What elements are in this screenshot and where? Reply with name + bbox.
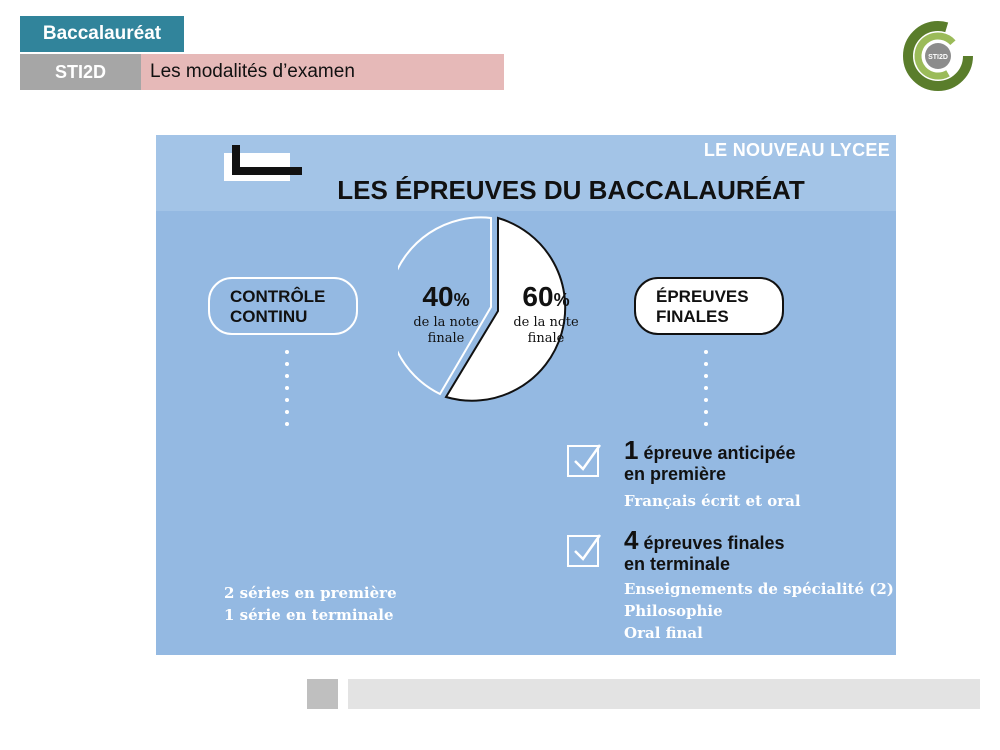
pct-40-caption: de la note finale <box>413 315 479 346</box>
modalites-title: Les modalités d’examen <box>141 54 504 90</box>
checkbox-icon <box>566 442 602 478</box>
dotted-line-right <box>704 350 708 434</box>
pct-40: 40% <box>422 281 470 312</box>
sti2d-logo <box>900 18 976 92</box>
nouveau-lycee-badge: LE NOUVEAU LYCEE <box>703 140 890 160</box>
baccalaureat-tag: Baccalauréat <box>20 16 184 52</box>
controle-notes: 2 séries en première 1 série en terminale <box>224 584 397 624</box>
dotted-line-left <box>285 350 289 434</box>
logo-text: STI2D <box>928 54 948 61</box>
pct-60-caption: de la note finale <box>513 315 579 346</box>
infographic-title: LES ÉPREUVES DU BACCALAURÉAT <box>337 175 805 205</box>
controle-continu-pill: CONTRÔLE CONTINU <box>208 277 358 335</box>
pct-60: 60% <box>522 281 570 312</box>
footer-page-box <box>307 679 338 709</box>
sti2d-tag: STI2D <box>20 54 141 90</box>
pie-chart <box>398 214 594 412</box>
item-2-details: Enseignements de spécialité (2) Philosophie Oral final <box>624 580 894 642</box>
item-2-heading: 4 épreuves finales en terminale <box>624 525 785 574</box>
epreuves-finales-pill: ÉPREUVES FINALES <box>634 277 784 335</box>
checkbox-icon <box>566 532 602 568</box>
item-1-heading: 1 épreuve anticipée en première <box>624 435 796 484</box>
item-1-details: Français écrit et oral <box>624 492 801 510</box>
footer-bar <box>348 679 980 709</box>
